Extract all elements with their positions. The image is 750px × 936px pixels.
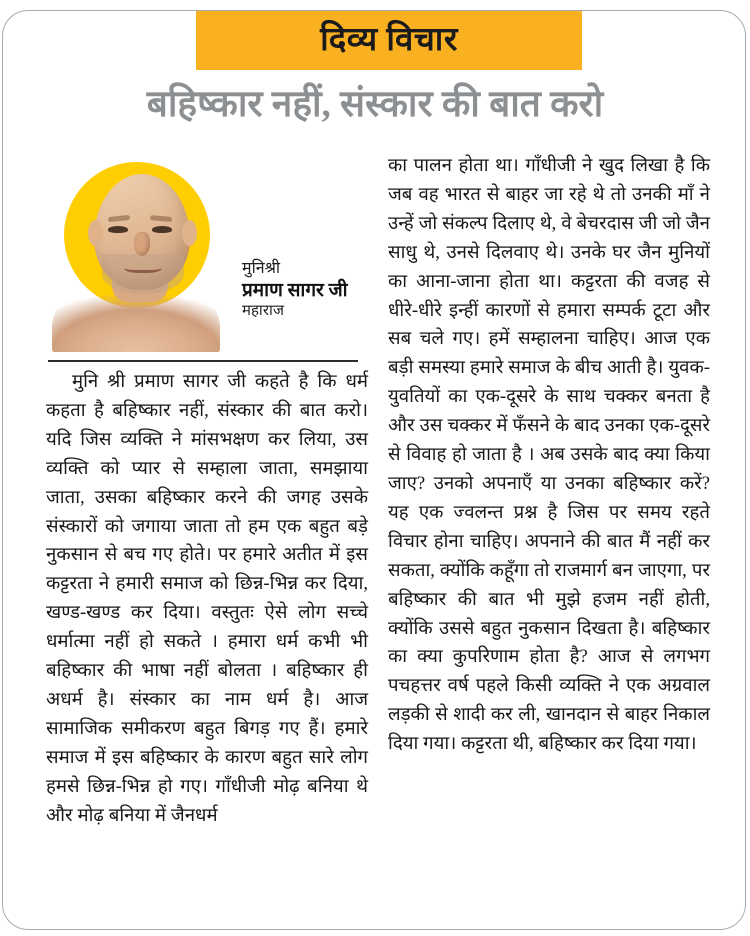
article-text-right: का पालन होता था। गाँधीजी ने खुद लिखा है कि जब वह भारत से बाहर जा रहे थे तो उनकी माँ ने उन्हें जो संकल्प दिलाए थे, वे बेचरदास जी जो जैन साधु थे, उनसे दिलवाए थे। उनके घर जैन मुनियों का आना-जाना होता था। कट्टरता की वजह से धीरे-धीरे इन्हीं कारणों से हमारा सम्पर्क टूटा और सब चले गए। हमें सम्हालना चाहिए। आज एक बड़ी समस्या हमारे समाज के बीच आती है। युवक-युवतियों का एक-दूसरे के साथ चक्कर बनता है और उस चक्कर में फँसने के बाद उनका एक-दूसरे से विवाह हो जाता है । अब उसके बाद क्या किया जाए? उनको अपनाएँ या उनका बहिष्कार करें? यह एक ज्वलन्त प्रश्न है जिस पर समय रहते विचार होना चाहिए। अपनाने की बात मैं नहीं कर सकता, क्योंकि कहूँगा तो राजमार्ग बन जाएगा, पर बहिष्कार की बात भी मुझे हजम नहीं होती, क्योंकि उससे बहुत नुकसान दिखता है। बहिष्कार का क्या कुपरिणाम होता है? आज से लगभग पचहत्तर वर्ष पहले किसी व्यक्ति ने एक अग्रवाल लड़की से शादी कर ली, खानदान से बाहर निकाल दिया गया। कट्टरता थी, बहिष्कार कर दिया गया। [388, 155, 710, 755]
author-portrait [50, 158, 238, 352]
masthead-banner [196, 11, 582, 70]
byline-suffix: महाराज [242, 303, 284, 320]
article-body-right [388, 152, 710, 759]
author-block [46, 152, 368, 352]
byline-name: प्रमाण सागर जी [242, 279, 348, 301]
article-text-left: मुनि श्री प्रमाण सागर जी कहते है कि धर्म कहता है बहिष्कार नहीं, संस्कार की बात करो। यदि जिस व्यक्ति ने मांसभक्षण कर लिया, उस व्यक्ति को प्यार से सम्हाला जाता, समझाया जाता, उसका बहिष्कार करने की जगह उसके संस्कारों को जगाया जाता तो हम एक बहुत बड़े नुकसान से बच गए होते। पर हमारे अतीत में इस कट्टरता ने हमारी समाज को छिन्न-भिन्न कर दिया, खण्ड-खण्ड कर दिया। वस्तुतः ऐसे लोग सच्चे धर्मात्मा नहीं हो सकते । हमारा धर्म कभी भी बहिष्कार की भाषा नहीं बोलता । बहिष्कार ही अधर्म है। संस्कार का नाम धर्म है। आज सामाजिक समीकरण बहुत बिगड़ गए हैं। हमारे समाज में इस बहिष्कार के कारण बहुत सारे लोग हमसे छिन्न-भिन्न हो गए। गाँधीजी मोढ़ बनिया थे और मोढ़ बनिया में जैनधर्म [46, 371, 368, 826]
article-column-right [388, 152, 710, 912]
monk-photo-illustration [50, 158, 238, 352]
article-body-left [46, 368, 368, 831]
article-column-left [46, 152, 368, 912]
headline [0, 82, 750, 128]
article-columns [46, 152, 710, 912]
headline-text: बहिष्कार नहीं, संस्कार की बात करो [146, 84, 604, 125]
byline-divider-rule [48, 360, 358, 362]
masthead-title: दिव्य विचार [320, 22, 458, 58]
byline [242, 260, 368, 321]
byline-honorific: मुनिश्री [242, 260, 281, 277]
